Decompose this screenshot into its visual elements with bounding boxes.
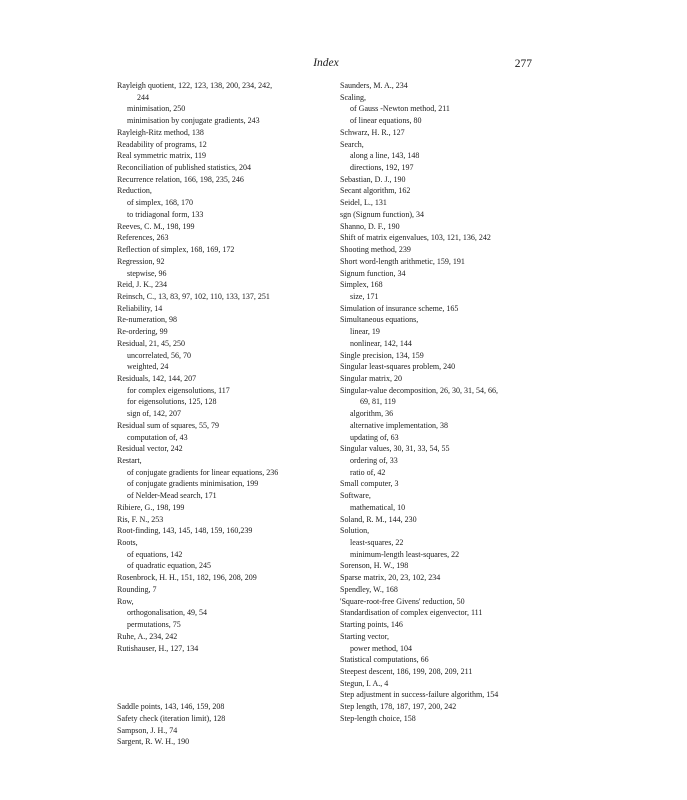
index-entry: Reliability, 14 <box>117 303 163 313</box>
index-subentry: uncorrelated, 56, 70 <box>127 350 191 360</box>
index-subentry: size, 171 <box>350 291 379 301</box>
running-head: Index <box>313 57 339 69</box>
index-entry: Sebastian, D. J., 190 <box>340 174 406 184</box>
index-subentry: of Gauss -Newton method, 211 <box>350 104 450 114</box>
index-entry: Restart, <box>117 456 142 465</box>
index-subentry: updating of, 63 <box>350 432 399 442</box>
index-entry: 'Square-root-free Givens' reduction, 50 <box>340 596 465 606</box>
index-subentry: weighted, 24 <box>127 362 169 372</box>
index-subentry: 69, 81, 119 <box>360 397 396 407</box>
index-entry: Stegun, I. A., 4 <box>340 678 389 688</box>
index-entry: Root-finding, 143, 145, 148, 159, 160,239 <box>117 526 253 536</box>
index-entry: Shift of matrix eigenvalues, 103, 121, 136, 242 <box>340 233 491 243</box>
index-entry: Seidel, L., 131 <box>340 198 387 208</box>
index-subentry: of equations, 142 <box>127 549 183 559</box>
index-entry: Row, <box>117 596 134 606</box>
index-entry: Reflection of simplex, 168, 169, 172 <box>117 245 235 255</box>
index-entry: Ribiere, G., 198, 199 <box>117 502 185 512</box>
index-entry: Starting points, 146 <box>340 620 403 630</box>
index-entry: Residual sum of squares, 55, 79 <box>117 420 219 430</box>
index-entry: Singular matrix, 20 <box>340 373 402 383</box>
index-entry: Residuals, 142, 144, 207 <box>117 373 197 383</box>
index-entry: Recurrence relation, 166, 198, 235, 246 <box>117 174 244 184</box>
index-entry: Real symmetric matrix, 119 <box>117 151 207 161</box>
index-subentry: minimisation by conjugate gradients, 243 <box>127 116 260 126</box>
index-subentry: ordering of, 33 <box>350 456 398 465</box>
index-column-left <box>117 80 327 748</box>
index-subentry: stepwise, 96 <box>127 268 167 278</box>
index-subentry: 244 <box>137 92 149 102</box>
index-subentry: of Nelder-Mead search, 171 <box>127 491 217 501</box>
index-entry: Reeves, C. M., 198, 199 <box>117 221 195 231</box>
index-entry: Rayleigh quotient, 122, 123, 138, 200, 234, 242, <box>117 81 273 90</box>
index-entry: Saunders, M. A., 234 <box>340 81 408 90</box>
index-subentry: of linear equations, 80 <box>350 116 422 126</box>
index-entry: Rayleigh-Ritz method, 138 <box>117 127 204 137</box>
index-entry: Simplex, 168 <box>340 280 383 290</box>
index-entry: Residual, 21, 45, 250 <box>117 338 185 348</box>
index-subentry: orthogonalisation, 49, 54 <box>127 608 207 618</box>
index-entry: Safety check (iteration limit), 128 <box>117 713 226 723</box>
index-subentry: least-squares, 22 <box>350 538 404 548</box>
index-subentry: of simplex, 168, 170 <box>127 198 193 208</box>
index-entry: Software, <box>340 491 371 501</box>
index-entry: Readability of programs, 12 <box>117 139 207 149</box>
index-subentry: permutations, 75 <box>127 620 181 630</box>
index-entry: Solution, <box>340 526 370 536</box>
index-entry: Regression, 92 <box>117 256 165 266</box>
index-entry: Saddle points, 143, 146, 159, 208 <box>117 702 225 712</box>
index-entry: Simultaneous equations, <box>340 315 419 325</box>
index-entry: References, 263 <box>117 233 169 243</box>
index-entry: Step-length choice, 158 <box>340 713 416 723</box>
index-entry: Sorenson, H. W., 198 <box>340 561 409 571</box>
index-entry: Rounding, 7 <box>117 584 157 594</box>
index-entry: Ruhe, A., 234, 242 <box>117 631 178 641</box>
index-entry: Small computer, 3 <box>340 479 399 489</box>
index-entry: Schwarz, H. R., 127 <box>340 127 405 137</box>
index-entry: Residual vector, 242 <box>117 444 183 454</box>
section-gap <box>117 654 327 701</box>
index-subentry: to tridiagonal form, 133 <box>127 209 204 219</box>
page-header <box>0 57 687 75</box>
index-subentry: power method, 104 <box>350 643 412 653</box>
index-subentry: minimum-length least-squares, 22 <box>350 549 460 559</box>
index-subentry: ratio of, 42 <box>350 467 386 477</box>
index-entry: Single precision, 134, 159 <box>340 350 424 360</box>
index-entry: Starting vector, <box>340 631 389 641</box>
index-entry: Short word-length arithmetic, 159, 191 <box>340 256 465 266</box>
index-entry: Standardisation of complex eigenvector, 111 <box>340 608 483 618</box>
index-subentry: computation of, 43 <box>127 432 188 442</box>
index-entry: Shanno, D. F., 190 <box>340 221 400 231</box>
index-entry: Step adjustment in success-failure algorithm, 154 <box>340 690 499 700</box>
index-entry: Shooting method, 239 <box>340 245 411 255</box>
index-entry: Roots, <box>117 538 138 548</box>
index-entry: Rosenbrock, H. H., 151, 182, 196, 208, 209 <box>117 573 257 583</box>
index-subentry: directions, 192, 197 <box>350 163 414 173</box>
index-entry: Sparse matrix, 20, 23, 102, 234 <box>340 573 441 583</box>
index-entry: Singular least-squares problem, 240 <box>340 362 456 372</box>
index-subentry: minimisation, 250 <box>127 104 186 114</box>
index-entry: Singular-value decomposition, 26, 30, 31, 54, 66, <box>340 385 499 395</box>
index-entry: Spendley, W., 168 <box>340 584 398 594</box>
index-entry: sgn (Signum function), 34 <box>340 209 424 219</box>
index-subentry: for complex eigensolutions, 117 <box>127 385 230 395</box>
index-subentry: of conjugate gradients for linear equations, 236 <box>127 467 279 477</box>
index-entry: Rutishauser, H., 127, 134 <box>117 643 199 653</box>
index-subentry: linear, 19 <box>350 327 380 337</box>
index-entry: Re-numeration, 98 <box>117 315 177 325</box>
index-subentry: of conjugate gradients minimisation, 199 <box>127 479 259 489</box>
index-entry: Sampson, J. H., 74 <box>117 725 178 735</box>
index-entry: Signum function, 34 <box>340 268 406 278</box>
index-entry: Simulation of insurance scheme, 165 <box>340 303 459 313</box>
index-subentry: for eigensolutions, 125, 128 <box>127 397 217 407</box>
index-entry: Reid, J. K., 234 <box>117 280 167 290</box>
index-entry: Search, <box>340 139 364 149</box>
index-entry: Scaling, <box>340 92 366 102</box>
index-entry: Steepest descent, 186, 199, 208, 209, 211 <box>340 666 473 676</box>
index-entry: Re-ordering, 99 <box>117 327 168 337</box>
index-subentry: algorithm, 36 <box>350 409 394 419</box>
index-entry: Reduction, <box>117 186 152 196</box>
index-entry: Reconciliation of published statistics, 204 <box>117 163 251 173</box>
index-subentry: of quadratic equation, 245 <box>127 561 211 571</box>
index-column-right <box>340 80 555 725</box>
index-subentry: sign of, 142, 207 <box>127 409 181 419</box>
page-number: 277 <box>514 58 532 70</box>
index-entry: Soland, R. M., 144, 230 <box>340 514 417 524</box>
index-entry: Singular values, 30, 31, 33, 54, 55 <box>340 444 450 454</box>
index-entry: Statistical computations, 66 <box>340 655 429 665</box>
index-subentry: nonlinear, 142, 144 <box>350 338 412 348</box>
index-entry: Sargent, R. W. H., 190 <box>117 737 190 747</box>
index-subentry: along a line, 143, 148 <box>350 151 420 161</box>
index-entry: Step length, 178, 187, 197, 200, 242 <box>340 702 457 712</box>
index-entry: Secant algorithm, 162 <box>340 186 411 196</box>
index-entry: Reinsch, C., 13, 83, 97, 102, 110, 133, 137, 251 <box>117 291 270 301</box>
index-subentry: alternative implementation, 38 <box>350 420 448 430</box>
index-entry: Ris, F. N., 253 <box>117 514 164 524</box>
index-subentry: mathematical, 10 <box>350 502 406 512</box>
